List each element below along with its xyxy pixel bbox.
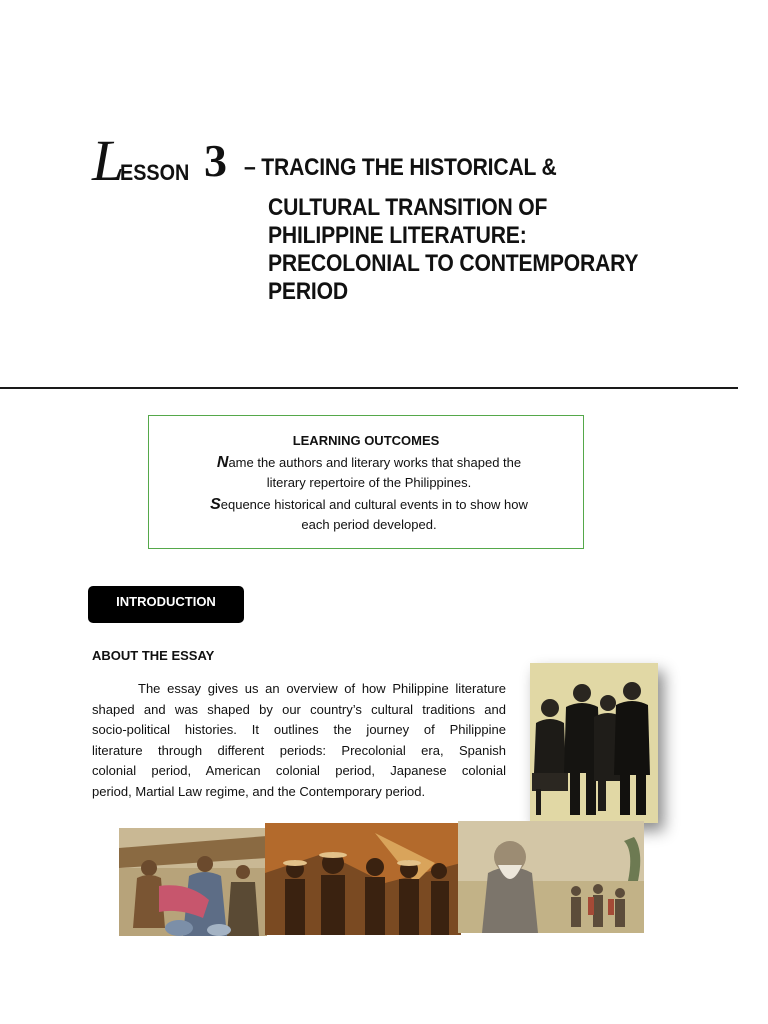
essay-line: period, Martial Law regime, and the Contemporary period. — [92, 783, 426, 799]
outcome-initial: S — [210, 496, 221, 513]
outcome-text-line2: literary repertoire of the Philippines. — [266, 475, 472, 490]
learning-outcomes-box — [148, 415, 584, 549]
precolonial-painting — [119, 828, 267, 936]
colonial-era-painting — [458, 821, 644, 933]
outcome-text-line1: ame the authors and literary works that shaped the — [228, 455, 522, 470]
essay-paragraph — [92, 679, 506, 802]
lesson-word-rest: ESSON — [120, 160, 190, 185]
essay-line: The essay gives us an overview of how Philippine literature — [138, 681, 506, 696]
essay-line: socio-political histories. It outlines the journey of Philippine — [92, 722, 506, 737]
lesson-title-line-4: PRECOLONIAL TO CONTEMPORARY — [268, 250, 639, 277]
learning-outcomes-title: LEARNING OUTCOMES — [292, 433, 440, 448]
essay-line: shaped and was shaped by our country’s cultural traditions and — [92, 701, 506, 717]
introduction-tab: INTRODUCTION — [88, 586, 244, 623]
outcome-item-sequence — [209, 495, 529, 535]
lesson-title-line-3: PHILIPPINE LITERATURE: — [268, 222, 527, 249]
lesson-big-letter: L — [92, 128, 125, 193]
outcome-initial: N — [216, 454, 229, 471]
lesson-title-line-2: CULTURAL TRANSITION OF — [268, 194, 548, 221]
essay-line: literature through different periods: Precolonial era, Spanish — [92, 742, 506, 758]
lesson-heading — [92, 128, 732, 312]
outcome-item-name — [209, 453, 529, 493]
about-essay-heading: ABOUT THE ESSAY — [92, 648, 215, 663]
historical-group-photo — [530, 663, 658, 823]
outcome-text-line1: equence historical and cultural events in to show how — [220, 497, 528, 512]
essay-line: colonial period, American colonial period, Japanese colonial — [92, 763, 506, 778]
section-divider — [0, 387, 738, 389]
revolution-painting — [265, 823, 461, 935]
lesson-title-line-1: – TRACING THE HISTORICAL & — [244, 154, 557, 181]
lesson-title-line-5: PERIOD — [268, 278, 348, 305]
lesson-number: 3 — [204, 135, 227, 186]
lesson-word — [92, 128, 197, 193]
outcome-text-line2: each period developed. — [301, 517, 437, 532]
